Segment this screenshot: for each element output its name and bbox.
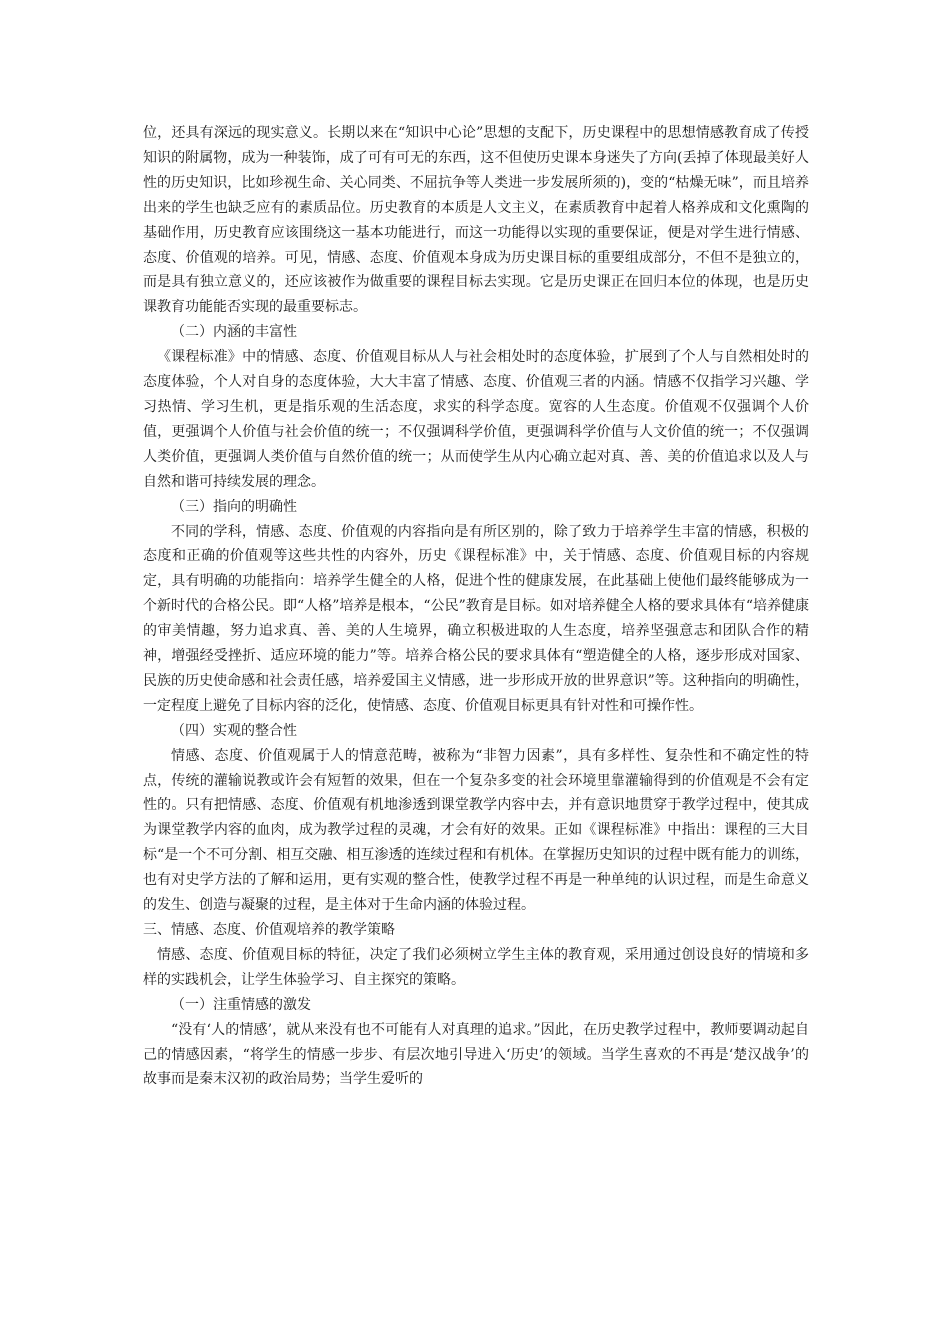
paragraph-richness: 《课程标准》中的情感、态度、价值观目标从人与社会相处时的态度体验，扩展到了个人与自然相处时的态度体验，个人对自身的态度体验，大大丰富了情感、态度、价值观三者的内涵。情感不仅指学习兴趣、学习热情、学习生机，更是指乐观的生活态度，求实的科学态度。宽容的人生态度。价值观不仅强调个人价值，更强调个人价值与社会价值的统一；不仅强调科学价值，更强调科学价值与人文价值的统一；不仅强调人类价值，更强调人类价值与自然价值的统一；从而使学生从内心确立起对真、善、美的价值追求以及人与自然和谐可持续发展的理念。 [143, 349, 809, 490]
chapter-heading-strategies: 三、情感、态度、价值观培养的教学策略 [143, 922, 395, 938]
document-page [143, 121, 809, 1092]
section-heading-emotion: （一）注重情感的激发 [171, 996, 311, 1013]
section-heading-integration: （四）实观的整合性 [171, 722, 297, 739]
paragraph-continuation: 位，还具有深远的现实意义。长期以来在“知识中心论”思想的支配下，历史课程中的思想情感教育成了传授知识的附属物，成为一种装饰，成了可有可无的东西，这不但使历史课本身迷失了方向(丢掉了体现最美好人性的历史知识，比如珍视生命、关心同类、不屈抗争等人类进一步发展所须的)，变的“枯燥无味”，而且培养出来的学生也缺乏应有的素质品位。历史教育的本质是人文主义，在素质教育中起着人格养成和文化熏陶的基础作用，历史教育应该围绕这一基本功能进行，而这一功能得以实现的重要保证，便是对学生进行情感、态度、价值观的培养。可见，情感、态度、价值观本身成为历史课目标的重要组成部分，不但不是独立的，而是具有独立意义的，还应该被作为做重要的课程目标去实现。它是历史课正在回归本位的体现，也是历史课教育功能能否实现的最重要标志。 [143, 125, 809, 316]
section-heading-richness: （二）内涵的丰富性 [171, 324, 297, 341]
paragraph-strategies: 情感、态度、价值观目标的特征，决定了我们必须树立学生主体的教育观，采用通过创设良好的情境和多样的实践机会，让学生体验学习、自主探究的策略。 [143, 946, 809, 988]
paragraph-clarity: 不同的学科，情感、态度、价值观的内容指向是有所区别的，除了致力于培养学生丰富的情感，积极的态度和正确的价值观等这些共性的内容外，历史《课程标准》中，关于情感、态度、价值观目标的内容规定，具有明确的功能指向：培养学生健全的人格，促进个性的健康发展，在此基础上使他们最终能够成为一个新时代的合格公民。即“人格”培养是根本，“公民”教育是目标。如对培养健全人格的要求具体有“培养健康的审美情趣，努力追求真、善、美的人生境界，确立积极进取的人生态度，培养坚强意志和团队合作的精神，增强经受挫折、适应环境的能力”等。培养合格公民的要求具体有“塑造健全的人格，逐步形成对国家、民族的历史使命感和社会责任感，培养爱国主义情感，进一步形成开放的世界意识”等。这种指向的明确性，一定程度上避免了目标内容的泛化，使情感、态度、价值观目标更具有针对性和可操作性。 [143, 523, 809, 714]
paragraph-emotion: “没有‘人的情感’，就从来没有也不可能有人对真理的追求。”因此，在历史教学过程中，教师要调动起自己的情感因素，“将学生的情感一步步、有层次地引导进入‘历史’的领域。当学生喜欢的不再是‘楚汉战争’的故事而是秦末汉初的政治局势；当学生爱听的 [143, 1021, 809, 1088]
section-heading-clarity: （三）指向的明确性 [171, 498, 297, 515]
paragraph-integration: 情感、态度、价值观属于人的情意范畴，被称为“非智力因素”，具有多样性、复杂性和不确定性的特点，传统的灌输说教或许会有短暂的效果，但在一个复杂多变的社会环境里靠灌输得到的价值观是不会有定性的。只有把情感、态度、价值观有机地渗透到课堂教学内容中去，并有意识地贯穿于教学过程中，使其成为课堂教学内容的血肉，成为教学过程的灵魂，才会有好的效果。正如《课程标准》中指出：课程的三大目标“是一个不可分割、相互交融、相互渗透的连续过程和有机体。在掌握历史知识的过程中既有能力的训练，也有对史学方法的了解和运用，更有实观的整合性，使教学过程不再是一种单纯的认识过程，而是生命意义的发生、创造与凝聚的过程，是主体对于生命内涵的体验过程。 [143, 747, 809, 914]
